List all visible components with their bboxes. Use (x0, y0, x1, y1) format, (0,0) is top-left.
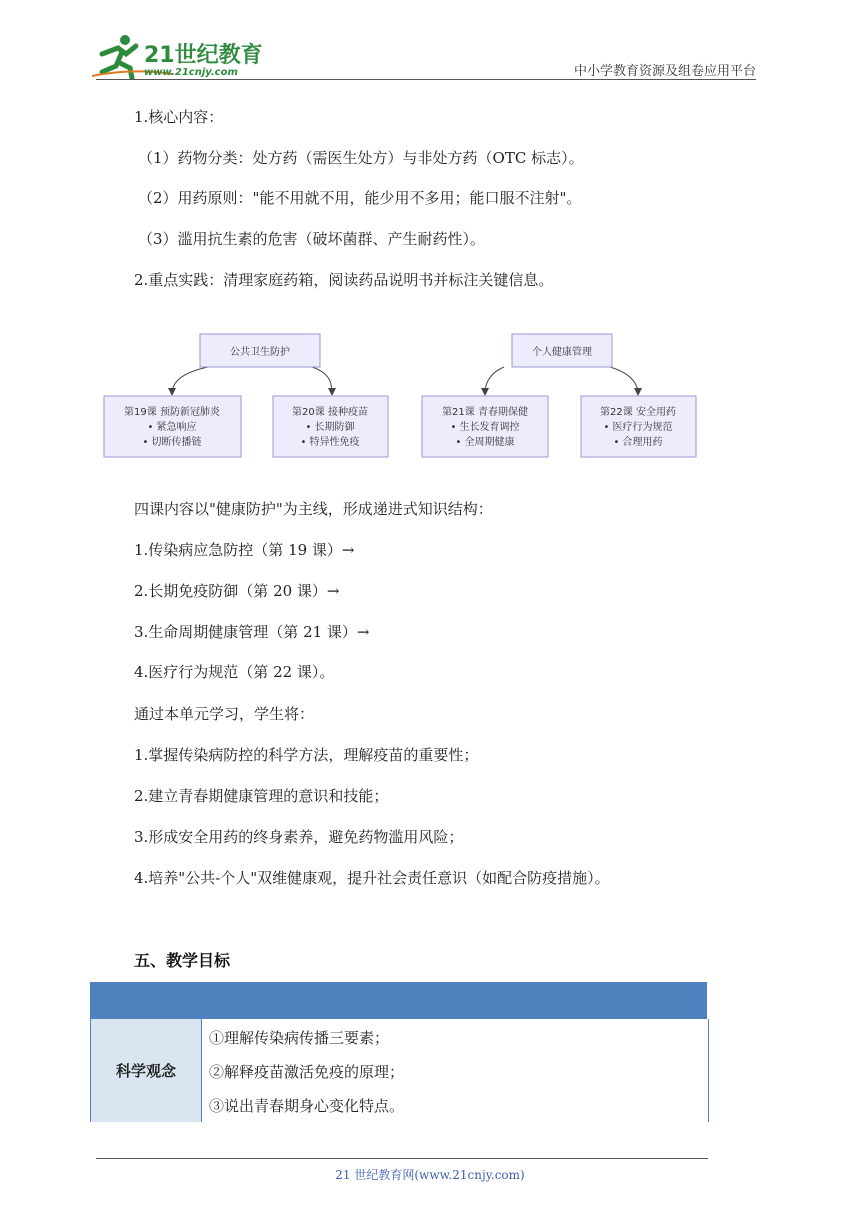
paragraph: 1.核心内容： (134, 108, 224, 126)
connector-arrow (610, 367, 638, 394)
svg-text:• 长期防御: • 长期防御 (305, 422, 355, 433)
footer-divider (96, 1158, 708, 1159)
lesson-box-22 (581, 396, 696, 457)
table-cell-item: ②解释疫苗激活免疫的原理； (209, 1063, 405, 1081)
lesson-box-19 (104, 396, 241, 457)
paragraph: （2）用药原则："能不用就不用，能少用不多用；能口服不注射"。 (138, 189, 582, 207)
table-row (90, 1019, 709, 1122)
group-box-personal-health (512, 334, 612, 367)
svg-text:www.21cnjy.com: www.21cnjy.com (144, 67, 238, 78)
list-item: 1.传染病应急防控（第 19 课）→ (134, 541, 355, 559)
paragraph: 四课内容以"健康防护"为主线，形成递进式知识结构： (134, 500, 493, 518)
svg-text:• 医疗行为规范: • 医疗行为规范 (603, 422, 673, 433)
svg-text:个人健康管理: 个人健康管理 (532, 347, 592, 358)
list-item: 4.培养"公共-个人"双维健康观，提升社会责任意识（如配合防疫措施）。 (134, 869, 610, 887)
table-cell-item: ①理解传染病传播三要素； (209, 1029, 390, 1047)
connector-arrow (312, 367, 332, 394)
site-logo (92, 32, 262, 80)
list-item: 2.建立青春期健康管理的意识和技能； (134, 787, 389, 805)
paragraph: （1）药物分类：处方药（需医生处方）与非处方药（OTC 标志）。 (138, 149, 584, 167)
svg-text:• 切断传播链: • 切断传播链 (142, 437, 202, 448)
connector-arrow (485, 367, 504, 394)
lesson-structure-diagram (100, 328, 700, 463)
paragraph: （3）滥用抗生素的危害（破坏菌群、产生耐药性）。 (138, 230, 486, 248)
table-row-label: 科学观念 (91, 1019, 202, 1122)
table-header (90, 982, 707, 1019)
svg-text:• 生长发育调控: • 生长发育调控 (450, 422, 520, 433)
svg-text:公共卫生防护: 公共卫生防护 (230, 347, 290, 358)
footer-link[interactable]: 21 世纪教育网(www.21cnjy.com) (335, 1168, 525, 1182)
section-title: 五、教学目标 (134, 951, 231, 970)
svg-text:21世纪教育: 21世纪教育 (144, 43, 262, 68)
list-item: 3.生命周期健康管理（第 21 课）→ (134, 623, 370, 641)
connector-arrow (172, 367, 208, 394)
site-name: 中小学教育资源及组卷应用平台 (573, 64, 756, 79)
svg-text:• 全周期健康: • 全周期健康 (455, 437, 515, 448)
list-item: 2.长期免疫防御（第 20 课）→ (134, 582, 340, 600)
group-box-public-health (200, 334, 320, 367)
list-item: 4.医疗行为规范（第 22 课）。 (134, 663, 335, 681)
svg-text:第20课 接种疫苗: 第20课 接种疫苗 (292, 407, 368, 418)
svg-text:第22课 安全用药: 第22课 安全用药 (600, 407, 676, 418)
list-item: 1.掌握传染病防控的科学方法，理解疫苗的重要性； (134, 746, 479, 764)
list-item: 3.形成安全用药的终身素养，避免药物滥用风险； (134, 828, 464, 846)
paragraph: 2.重点实践：清理家庭药箱，阅读药品说明书并标注关键信息。 (134, 271, 554, 289)
svg-text:• 合理用药: • 合理用药 (613, 437, 663, 448)
header-divider (96, 79, 756, 80)
lesson-box-20 (273, 396, 388, 457)
lesson-box-21 (422, 396, 548, 457)
paragraph: 通过本单元学习，学生将： (134, 705, 315, 723)
svg-text:• 紧急响应: • 紧急响应 (147, 422, 197, 433)
table-cell-item: ③说出青春期身心变化特点。 (209, 1097, 405, 1115)
svg-text:第19课 预防新冠肺炎: 第19课 预防新冠肺炎 (124, 407, 220, 418)
svg-text:• 特异性免疫: • 特异性免疫 (300, 437, 360, 448)
svg-text:第21课 青春期保健: 第21课 青春期保健 (442, 407, 528, 418)
